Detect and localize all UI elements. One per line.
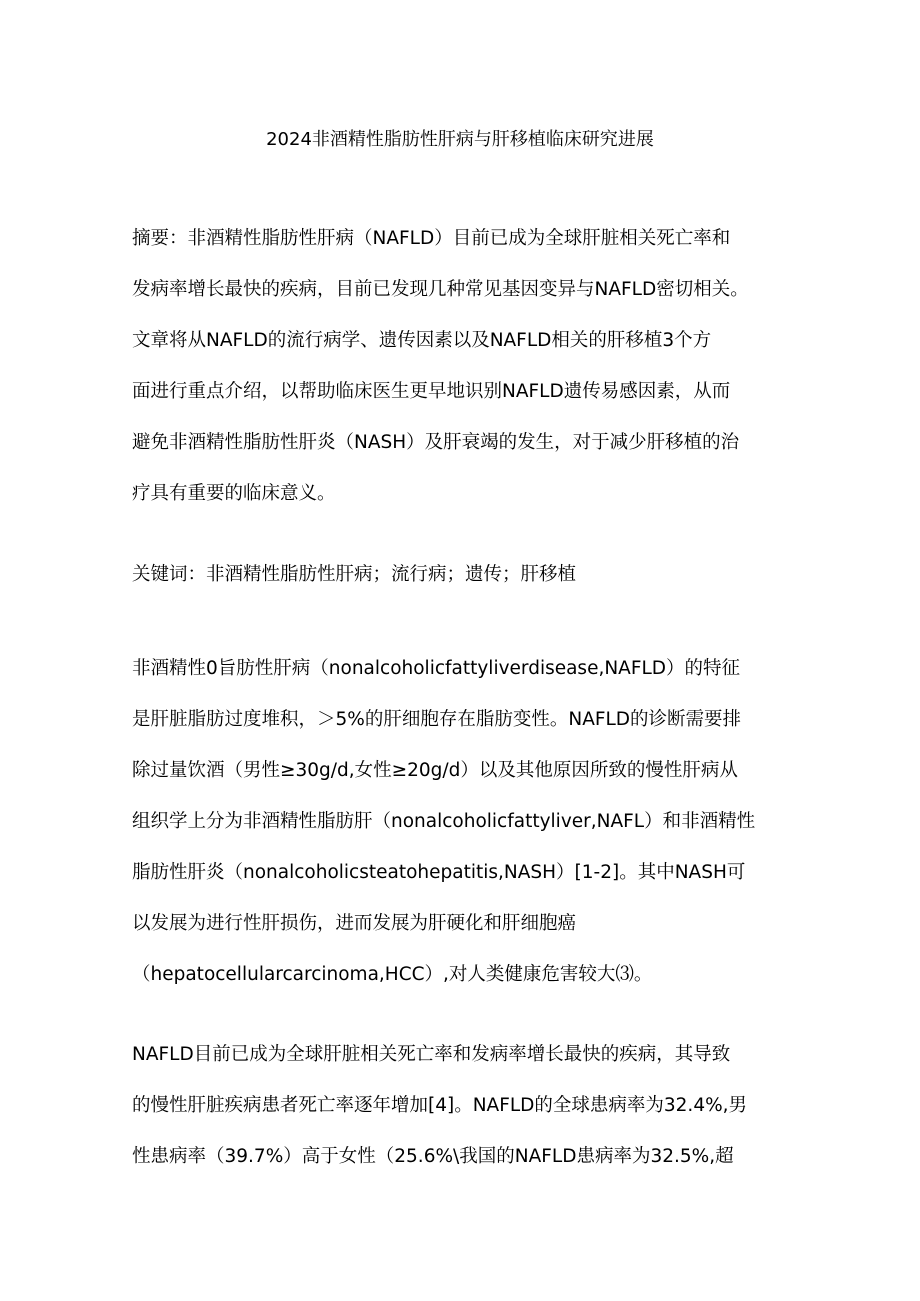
body-paragraph-1 bbox=[132, 643, 812, 1000]
document-title: 2024非酒精性脂肪性肝病与肝移植临床研究进展 bbox=[266, 129, 654, 150]
abstract-line: 文章将从NAFLD的流行病学、遗传因素以及NAFLD相关的肝移植3个方 bbox=[132, 330, 712, 351]
abstract-line: 发病率增长最快的疾病，目前已发现几种常见基因变异与NAFLD密切相关。 bbox=[132, 279, 749, 300]
body-line: （hepatocellularcarcinoma,HCC）,对人类健康危害较大⑶。 bbox=[132, 964, 653, 985]
abstract-line: 避免非酒精性脂肪性肝炎（NASH）及肝衰竭的发生，对于减少肝移植的治 bbox=[132, 432, 740, 453]
abstract-line: 摘要：非酒精性脂肪性肝病（NAFLD）目前已成为全球肝脏相关死亡率和 bbox=[132, 228, 731, 249]
keywords-line: 关键词：非酒精性脂肪性肝病；流行病；遗传；肝移植 bbox=[132, 564, 577, 585]
body-line: NAFLD目前已成为全球肝脏相关死亡率和发病率增长最快的疾病，其导致 bbox=[132, 1044, 731, 1065]
body-line: 非酒精性0旨肪性肝病（nonalcoholicfattyliverdisease,NAFLD）的特征 bbox=[132, 658, 741, 679]
body-paragraph-2 bbox=[132, 1029, 812, 1182]
abstract-line: 面进行重点介绍，以帮助临床医生更早地识别NAFLD遗传易感因素，从而 bbox=[132, 381, 731, 402]
body-line: 组织学上分为非酒精性脂肪肝（nonalcoholicfattyliver,NAFL）和非酒精性 bbox=[132, 811, 756, 832]
body-line: 性患病率（39.7%）高于女性（25.6%\我国的NAFLD患病率为32.5%,超 bbox=[132, 1146, 734, 1167]
keywords-paragraph bbox=[132, 549, 812, 600]
body-line: 脂肪性肝炎（nonalcoholicsteatohepatitis,NASH）[1-2]。其中NASH可 bbox=[132, 862, 746, 883]
body-line: 以发展为进行性肝损伤，进而发展为肝硬化和肝细胞癌 bbox=[132, 913, 577, 934]
body-line: 的慢性肝脏疾病患者死亡率逐年增加[4]。NAFLD的全球患病率为32.4%,男 bbox=[132, 1095, 748, 1116]
abstract-line: 疗具有重要的临床意义。 bbox=[132, 483, 336, 504]
body-line: 是肝脏脂肪过度堆积，＞5%的肝细胞存在脂肪变性。NAFLD的诊断需要排 bbox=[132, 709, 742, 730]
body-line: 除过量饮酒（男性≥30g/d,女性≥20g/d）以及其他原因所致的慢性肝病从 bbox=[132, 760, 738, 781]
abstract-paragraph bbox=[132, 213, 812, 519]
